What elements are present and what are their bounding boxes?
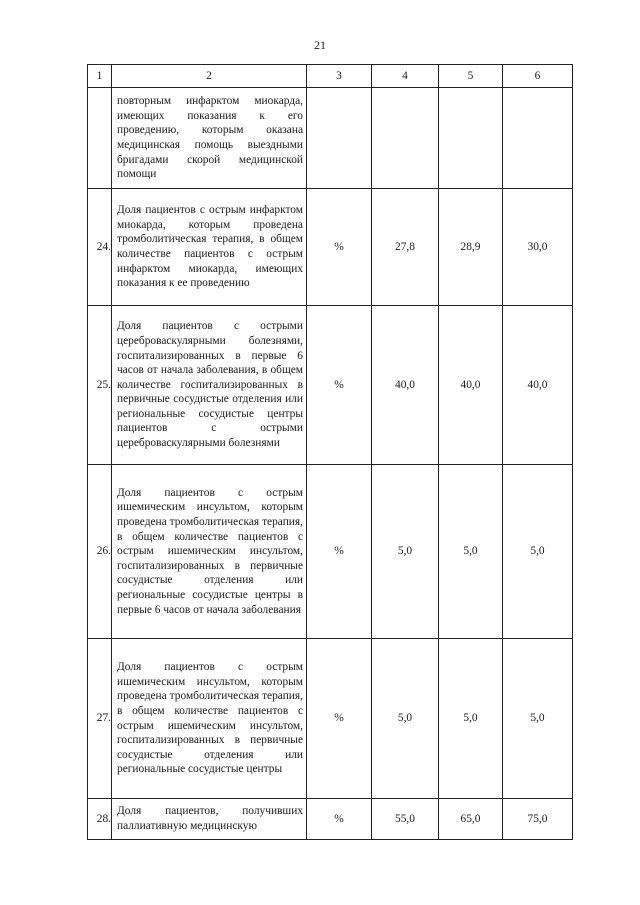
unit-cell: %: [307, 465, 372, 639]
header-cell: 1: [88, 65, 112, 88]
indicator-table: [87, 64, 573, 840]
value-cell: 55,0: [372, 799, 439, 840]
table-row: [88, 189, 573, 306]
table-row: [88, 465, 573, 639]
header-cell: 6: [503, 65, 573, 88]
value-cell: 28,9: [439, 189, 503, 306]
value-cell: 5,0: [503, 639, 573, 799]
table-row: [88, 799, 573, 840]
row-number: 25.: [88, 306, 112, 465]
unit-cell: %: [307, 799, 372, 840]
unit-cell: %: [307, 189, 372, 306]
indicator-name: Доля пациентов с острым инфарктом миокарда, которым проведена тромболитическая терапия, в общем количестве пациентов с острым инфарктом миокарда, имеющих показания к ее проведению: [117, 204, 303, 290]
indicator-name-cell: [112, 189, 307, 306]
value-cell: 5,0: [439, 639, 503, 799]
value-cell: [503, 88, 573, 189]
row-number: 24.: [88, 189, 112, 306]
indicator-name-cell: [112, 799, 307, 840]
table-row: [88, 306, 573, 465]
value-cell: 40,0: [439, 306, 503, 465]
value-cell: 5,0: [372, 639, 439, 799]
indicator-name: Доля пациентов с острым ишемическим инсультом, которым проведена тромболитическая терапия, в общем количестве пациентов с острым ишемическим инсультом, госпитализированных в первичные сосудистые отделения или региональные сосудистые центры: [117, 661, 303, 776]
row-number: 27.: [88, 639, 112, 799]
value-cell: [372, 88, 439, 189]
value-cell: 40,0: [372, 306, 439, 465]
unit-cell: [307, 88, 372, 189]
unit-cell: %: [307, 306, 372, 465]
header-cell: 5: [439, 65, 503, 88]
row-number: 28.: [88, 799, 112, 840]
indicator-name-cell: [112, 88, 307, 189]
value-cell: 5,0: [372, 465, 439, 639]
indicator-name-cell: [112, 306, 307, 465]
header-cell: 4: [372, 65, 439, 88]
row-number: [88, 88, 112, 189]
indicator-name: Доля пациентов с острыми цереброваскулярными болезнями, госпитализированных в первые 6 часов от начала заболевания, в общем количестве госпитализированных в первичные сосудистые отделения или региональные сосудистые центры пациентов с острыми цереброваскулярными болезнями: [117, 320, 303, 450]
table-row: [88, 88, 573, 189]
row-number: 26.: [88, 465, 112, 639]
value-cell: 5,0: [503, 465, 573, 639]
value-cell: 30,0: [503, 189, 573, 306]
table-row: [88, 639, 573, 799]
value-cell: 75,0: [503, 799, 573, 840]
header-cell: 2: [112, 65, 307, 88]
indicator-name-cell: [112, 465, 307, 639]
value-cell: 40,0: [503, 306, 573, 465]
value-cell: 27,8: [372, 189, 439, 306]
header-cell: 3: [307, 65, 372, 88]
indicator-name: повторным инфарктом миокарда, имеющих показания к его проведению, которым оказана медицинская помощь выездными бригадами скорой медицинской помощи: [117, 95, 303, 181]
value-cell: 65,0: [439, 799, 503, 840]
unit-cell: %: [307, 639, 372, 799]
value-cell: [439, 88, 503, 189]
page-number: 21: [314, 38, 326, 52]
table-header-row: [88, 65, 573, 88]
indicator-name-cell: [112, 639, 307, 799]
indicator-name: Доля пациентов, получивших паллиативную медицинскую: [117, 805, 303, 832]
indicator-name: Доля пациентов с острым ишемическим инсультом, которым проведена тромболитическая терапия, в общем количестве пациентов с острым ишемическим инсультом, госпитализированных в первичные сосудистые отделения или региональные сосудистые центры в первые 6 часов от начала заболевания: [117, 486, 303, 616]
value-cell: 5,0: [439, 465, 503, 639]
